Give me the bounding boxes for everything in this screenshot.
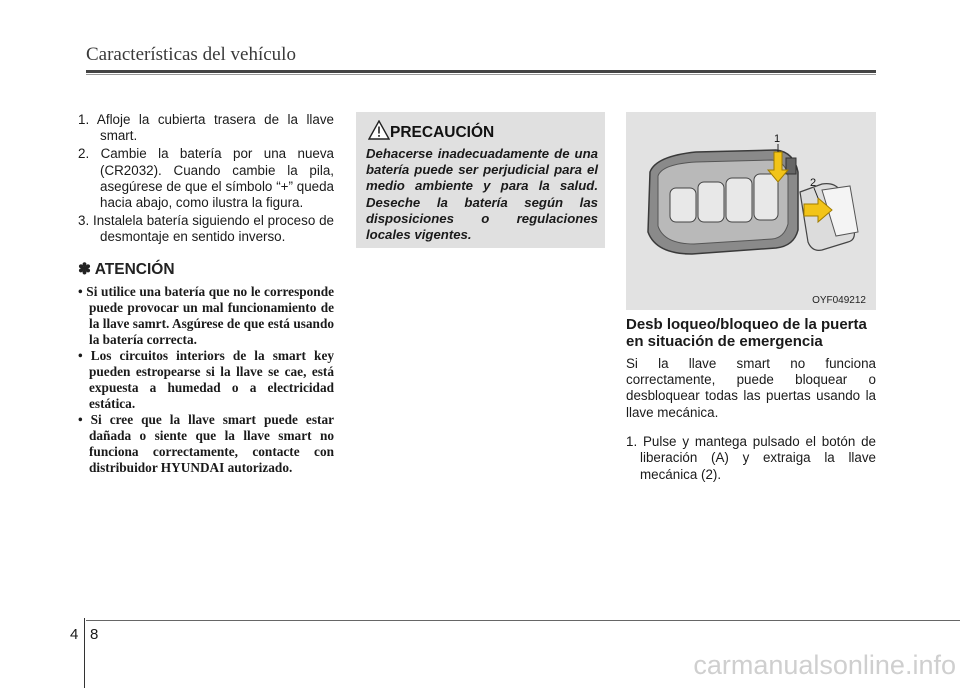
- caution-box: [356, 112, 605, 248]
- page-number: 8: [90, 626, 99, 643]
- smart-key-illustration: [626, 112, 876, 310]
- attention-item: • Si utilice una batería que no le corresponde puede provocar un mal funcionamiento de la llave samrt. Asgúrese de que está usando la batería correcta.: [78, 283, 334, 347]
- smart-key-figure: [626, 112, 876, 310]
- figure-label-2: 2: [810, 177, 817, 189]
- warning-triangle-icon: [368, 120, 390, 140]
- header-rule-thin: [86, 74, 876, 75]
- header-rule: [86, 70, 876, 73]
- page-header-title: Características del vehículo: [86, 44, 296, 65]
- step-1: 1. Afloje la cubierta trasera de la llave smart.: [78, 112, 334, 144]
- step-2: 2. Cambie la batería por una nueva (CR2032). Cuando cambie la pila, asegúrese de que el símbolo “+” queda hacia abajo, como ilustra la figura.: [78, 146, 334, 211]
- attention-list: [78, 284, 334, 476]
- attention-item: • Los circuitos interiors de la smart key pueden estropearse si la llave se cae, está expuesta a humedad o a electricidad estática.: [78, 347, 334, 411]
- footer-vertical-rule: [84, 618, 85, 688]
- figure-label-1: 1: [774, 133, 781, 145]
- caution-title: PRECAUCIÓN: [390, 124, 495, 141]
- left-column: [78, 112, 334, 476]
- section-paragraph: Si la llave smart no funciona correctamente, puede bloquear o desbloquear todas las puertas usando la llave mecánica.: [626, 356, 876, 420]
- section-step-1: 1. Pulse y mantega pulsado el botón de liberación (A) y extraiga la llave mecánica (2).: [626, 434, 876, 482]
- figure-code: OYF049212: [812, 295, 866, 306]
- attention-item: • Si cree que la llave smart puede estar dañada o siente que la llave smart no funciona correctamente, contacte con distribuidor HYUNDAI autorizado.: [78, 411, 334, 475]
- section-title: Desb loqueo/bloqueo de la puerta en situación de emergencia: [626, 316, 867, 350]
- attention-heading: ✽ ATENCIÓN: [78, 260, 175, 278]
- step-3: 3. Instalela batería siguiendo el proceso de desmontaje en sentido inverso.: [78, 213, 334, 245]
- watermark-text[interactable]: carmanualsonline.info: [693, 650, 956, 680]
- page-section-number: 4: [70, 626, 79, 643]
- footer-rule: [86, 620, 960, 621]
- right-column: [626, 316, 876, 496]
- caution-text: Dehacerse inadecuadamente de una batería puede ser perjudicial para el medio ambiente y para la salud. Deseche la batería según las disposiciones o regulaciones locales vigentes.: [366, 146, 598, 243]
